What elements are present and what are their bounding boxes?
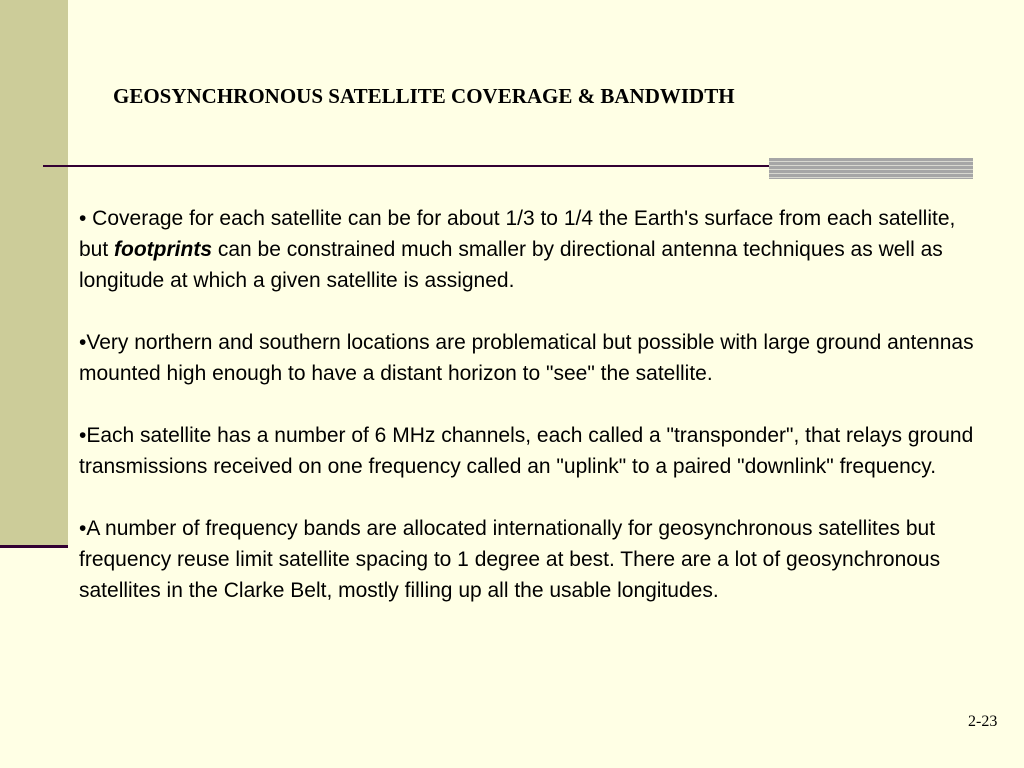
bullet-coverage-text-after: can be constrained much smaller by directional antenna techniques as well as longitude at which a given satellite is assigned.	[79, 238, 943, 292]
page-number: 2-23	[968, 713, 998, 730]
footprints-emphasis: footprints	[114, 238, 213, 261]
bullet-coverage-text-before: • Coverage for each satellite can be for about 1/3 to 1/4 the Earth's surface from each satellite, but	[79, 207, 956, 261]
slide-body	[79, 203, 979, 606]
bullet-frequency-bands: •A number of frequency bands are allocated internationally for geosynchronous satellites but frequency reuse limit satellite spacing to 1 degree at best. There are a lot of geosynchronous satellites in the Clarke Belt, mostly filling up all the usable longitudes.	[79, 517, 941, 602]
bullet-transponders: •Each satellite has a number of 6 MHz channels, each called a "transponder", that relays ground transmissions received on one frequency called an "uplink" to a paired "downlink" frequency.	[79, 424, 974, 478]
title-divider-line	[43, 165, 770, 167]
left-side-band	[0, 0, 68, 545]
title-accent-bar	[769, 158, 973, 179]
slide-title: GEOSYNCHRONOUS SATELLITE COVERAGE & BANDWIDTH	[113, 84, 735, 108]
bullet-coverage	[79, 203, 979, 296]
bullet-northern-southern: •Very northern and southern locations are problematical but possible with large ground antennas mounted high enough to have a distant horizon to "see" the satellite.	[79, 331, 974, 385]
left-side-rule	[0, 545, 68, 548]
